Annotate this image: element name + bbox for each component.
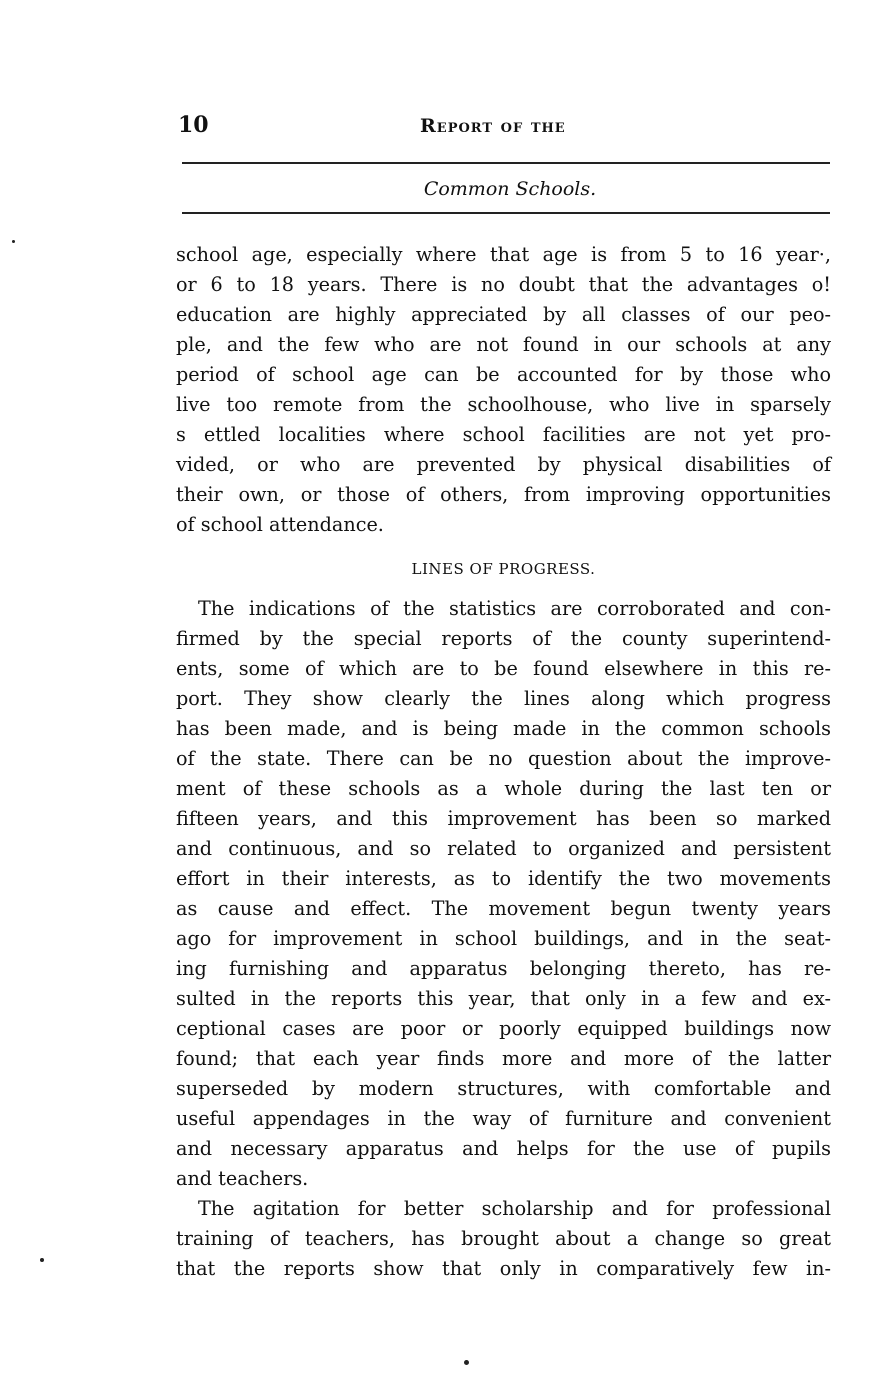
text-line: education are highly appreciated by all classes of our peo- bbox=[176, 303, 831, 326]
text-line: ents, some of which are to be found elsewhere in this re- bbox=[176, 657, 831, 680]
section-heading: LINES OF PROGRESS. bbox=[411, 560, 596, 578]
text-line: of school attendance. bbox=[176, 513, 384, 536]
text-line: useful appendages in the way of furniture and convenient bbox=[176, 1107, 831, 1130]
text-line: live too remote from the schoolhouse, who live in sparsely bbox=[176, 393, 831, 416]
text-line: and continuous, and so related to organized and persistent bbox=[176, 837, 831, 860]
text-line: The indications of the statistics are corroborated and con- bbox=[198, 597, 831, 620]
scan-speck bbox=[12, 240, 15, 243]
text-line: effort in their interests, as to identify the two movements bbox=[176, 867, 831, 890]
text-line: found; that each year finds more and more of the latter bbox=[176, 1047, 831, 1070]
text-line: ment of these schools as a whole during the last ten or bbox=[176, 777, 831, 800]
text-line: and necessary apparatus and helps for the use of pupils bbox=[176, 1137, 831, 1160]
text-line: has been made, and is being made in the common schools bbox=[176, 717, 831, 740]
text-line: ceptional cases are poor or poorly equipped buildings now bbox=[176, 1017, 831, 1040]
text-line: The agitation for better scholarship and for professional bbox=[198, 1197, 831, 1220]
text-line: port. They show clearly the lines along which progress bbox=[176, 687, 831, 710]
text-line: their own, or those of others, from improving opportunities bbox=[176, 483, 831, 506]
running-head: Report of the bbox=[420, 115, 566, 137]
body-text bbox=[176, 240, 831, 1284]
text-line: period of school age can be accounted for by those who bbox=[176, 363, 831, 386]
text-line: superseded by modern structures, with comfortable and bbox=[176, 1077, 831, 1100]
text-line: fifteen years, and this improvement has been so marked bbox=[176, 807, 831, 830]
text-line: training of teachers, has brought about a change so great bbox=[176, 1227, 831, 1250]
text-line: or 6 to 18 years. There is no doubt that the advantages o! bbox=[176, 273, 831, 296]
scan-speck bbox=[40, 1258, 44, 1262]
text-line: ago for improvement in school buildings, and in the seat- bbox=[176, 927, 831, 950]
paragraph-1 bbox=[176, 240, 831, 540]
text-line: ing furnishing and apparatus belonging thereto, has re- bbox=[176, 957, 831, 980]
header-rule-top bbox=[182, 162, 830, 164]
section-subhead: Common Schools. bbox=[423, 178, 597, 200]
text-line: sulted in the reports this year, that only in a few and ex- bbox=[176, 987, 831, 1010]
text-line: ple, and the few who are not found in our schools at any bbox=[176, 333, 831, 356]
text-line: vided, or who are prevented by physical disabilities of bbox=[176, 453, 831, 476]
header-rule-bottom bbox=[182, 212, 830, 214]
text-line: s ettled localities where school facilities are not yet pro- bbox=[176, 423, 831, 446]
page-number: 10 bbox=[178, 112, 209, 138]
paragraph-3 bbox=[176, 1194, 831, 1284]
text-line: of the state. There can be no question about the improve- bbox=[176, 747, 831, 770]
text-line: school age, especially where that age is from 5 to 16 year·, bbox=[176, 243, 831, 266]
paragraph-2 bbox=[176, 594, 831, 1194]
text-line: and teachers. bbox=[176, 1167, 309, 1190]
text-line: that the reports show that only in comparatively few in- bbox=[176, 1257, 831, 1280]
text-line: firmed by the special reports of the county superintend- bbox=[176, 627, 831, 650]
text-line: as cause and effect. The movement begun twenty years bbox=[176, 897, 831, 920]
scan-speck bbox=[464, 1360, 469, 1365]
